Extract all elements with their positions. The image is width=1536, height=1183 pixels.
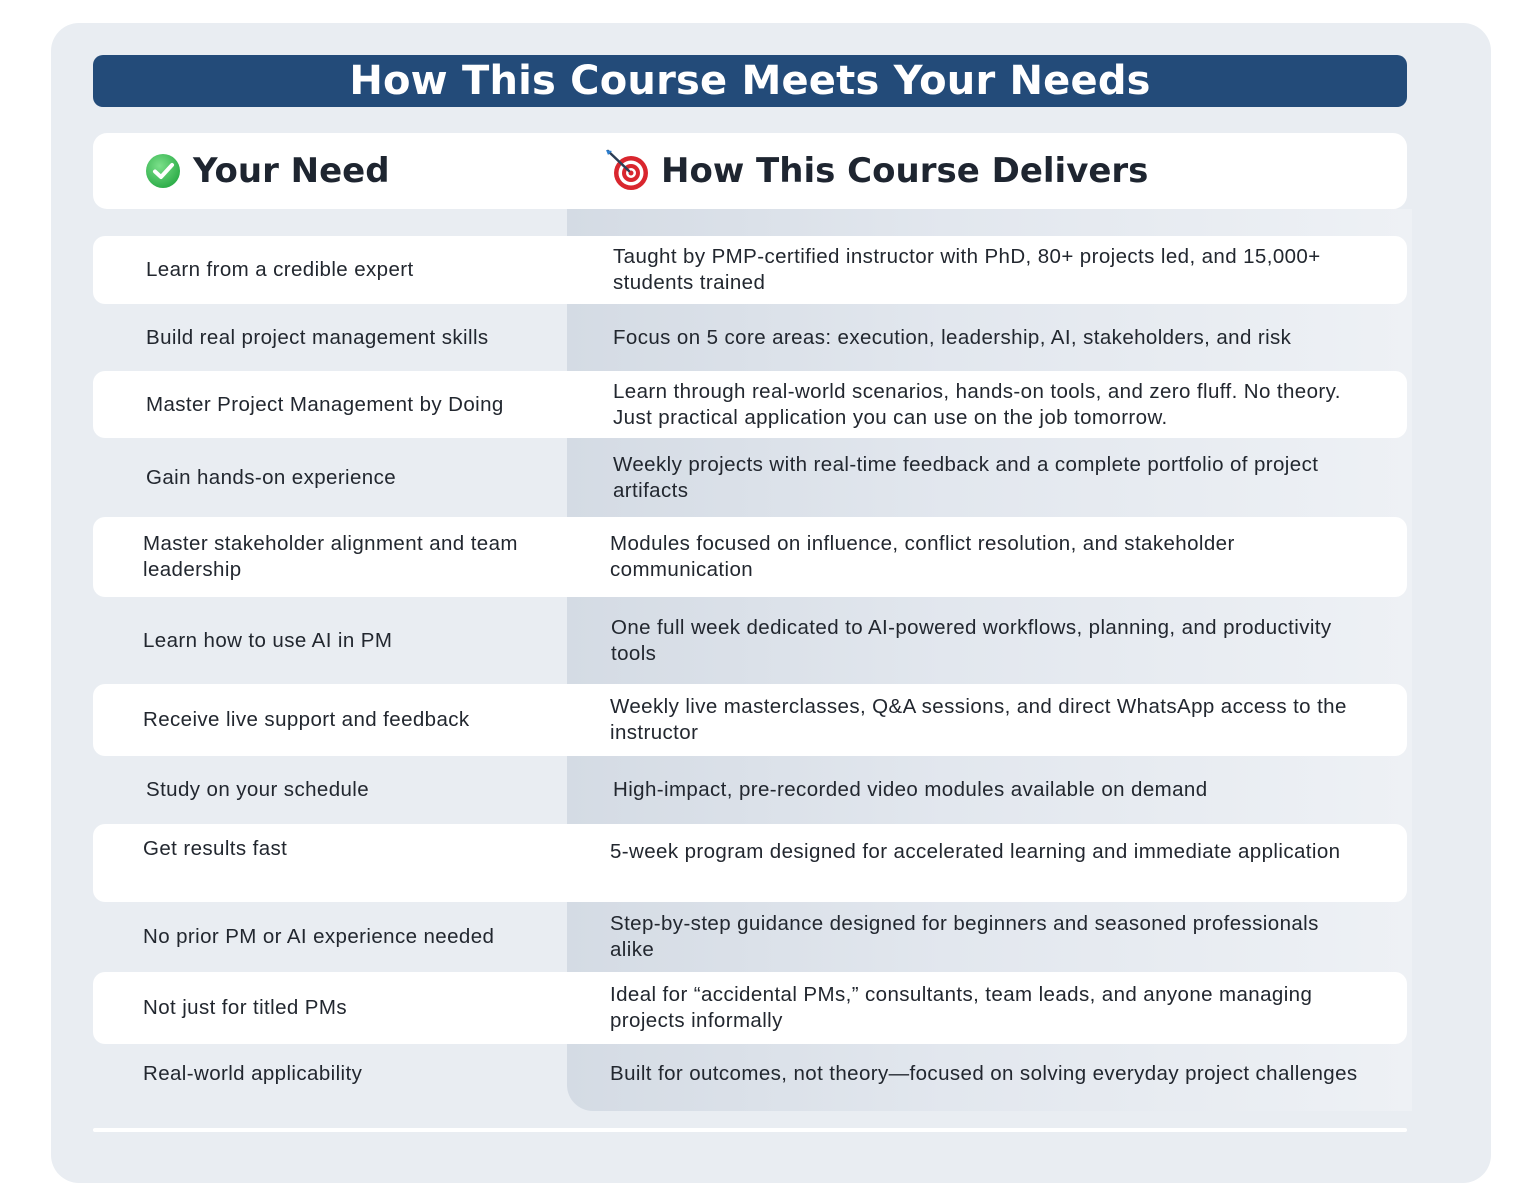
need-cell: No prior PM or AI experience needed [143,925,495,948]
table-row [93,597,1407,684]
header-your-need [145,133,390,209]
need-cell: Get results fast [143,837,288,860]
table-row [93,236,1407,304]
page-title: How This Course Meets Your Needs [93,55,1407,107]
table-row [93,371,1407,438]
table-row [93,972,1407,1044]
table-row [93,684,1407,756]
deliver-cell: 5-week program designed for accelerated learning and immediate application [610,840,1341,863]
header-course-delivers [605,133,1148,209]
table-row [93,824,1407,902]
header-need-label: Your Need [193,151,390,191]
table-row [93,1044,1407,1104]
need-cell: Receive live support and feedback [143,708,470,731]
check-circle-icon [145,153,181,189]
needs-table [93,236,1407,1104]
table-row [93,756,1407,824]
deliver-cell: One full week dedicated to AI-powered workflows, planning, and productivity tools [611,615,1332,665]
deliver-cell: Focus on 5 core areas: execution, leadership, AI, stakeholders, and risk [613,325,1292,349]
table-row [93,902,1407,972]
need-cell: Master stakeholder alignment and team leadership [143,532,518,581]
header-deliver-label: How This Course Delivers [661,151,1149,191]
table-header [93,133,1407,209]
table-row [93,438,1407,517]
need-cell: Learn from a credible expert [146,258,414,281]
need-cell: Study on your schedule [146,778,370,801]
deliver-cell: Ideal for “accidental PMs,” consultants, team leads, and anyone managing projects informally [610,983,1313,1032]
deliver-cell: Weekly live masterclasses, Q&A sessions, and direct WhatsApp access to the instructor [610,695,1347,744]
need-cell: Gain hands-on experience [146,465,397,489]
deliver-cell: Weekly projects with real-time feedback and a complete portfolio of project artifacts [613,452,1319,502]
need-cell: Real-world applicability [143,1062,363,1085]
deliver-cell: Built for outcomes, not theory—focused on solving everyday project challenges [610,1062,1358,1085]
need-cell: Build real project management skills [146,325,489,349]
deliver-cell: Learn through real-world scenarios, hands-on tools, and zero fluff. No theory. Just practical application you can use on the job tomorrow. [613,379,1341,429]
deliver-cell: Modules focused on influence, conflict resolution, and stakeholder communication [610,532,1235,581]
target-icon [605,149,653,193]
table-row [93,304,1407,371]
bottom-divider [93,1128,1407,1132]
deliver-cell: Taught by PMP-certified instructor with PhD, 80+ projects led, and 15,000+ students trained [613,245,1321,294]
deliver-cell: High-impact, pre-recorded video modules available on demand [613,778,1208,801]
deliver-cell: Step-by-step guidance designed for beginners and seasoned professionals alike [610,912,1319,961]
need-cell: Not just for titled PMs [143,996,348,1019]
need-cell: Master Project Management by Doing [146,392,504,416]
need-cell: Learn how to use AI in PM [143,628,393,652]
table-row [93,517,1407,597]
